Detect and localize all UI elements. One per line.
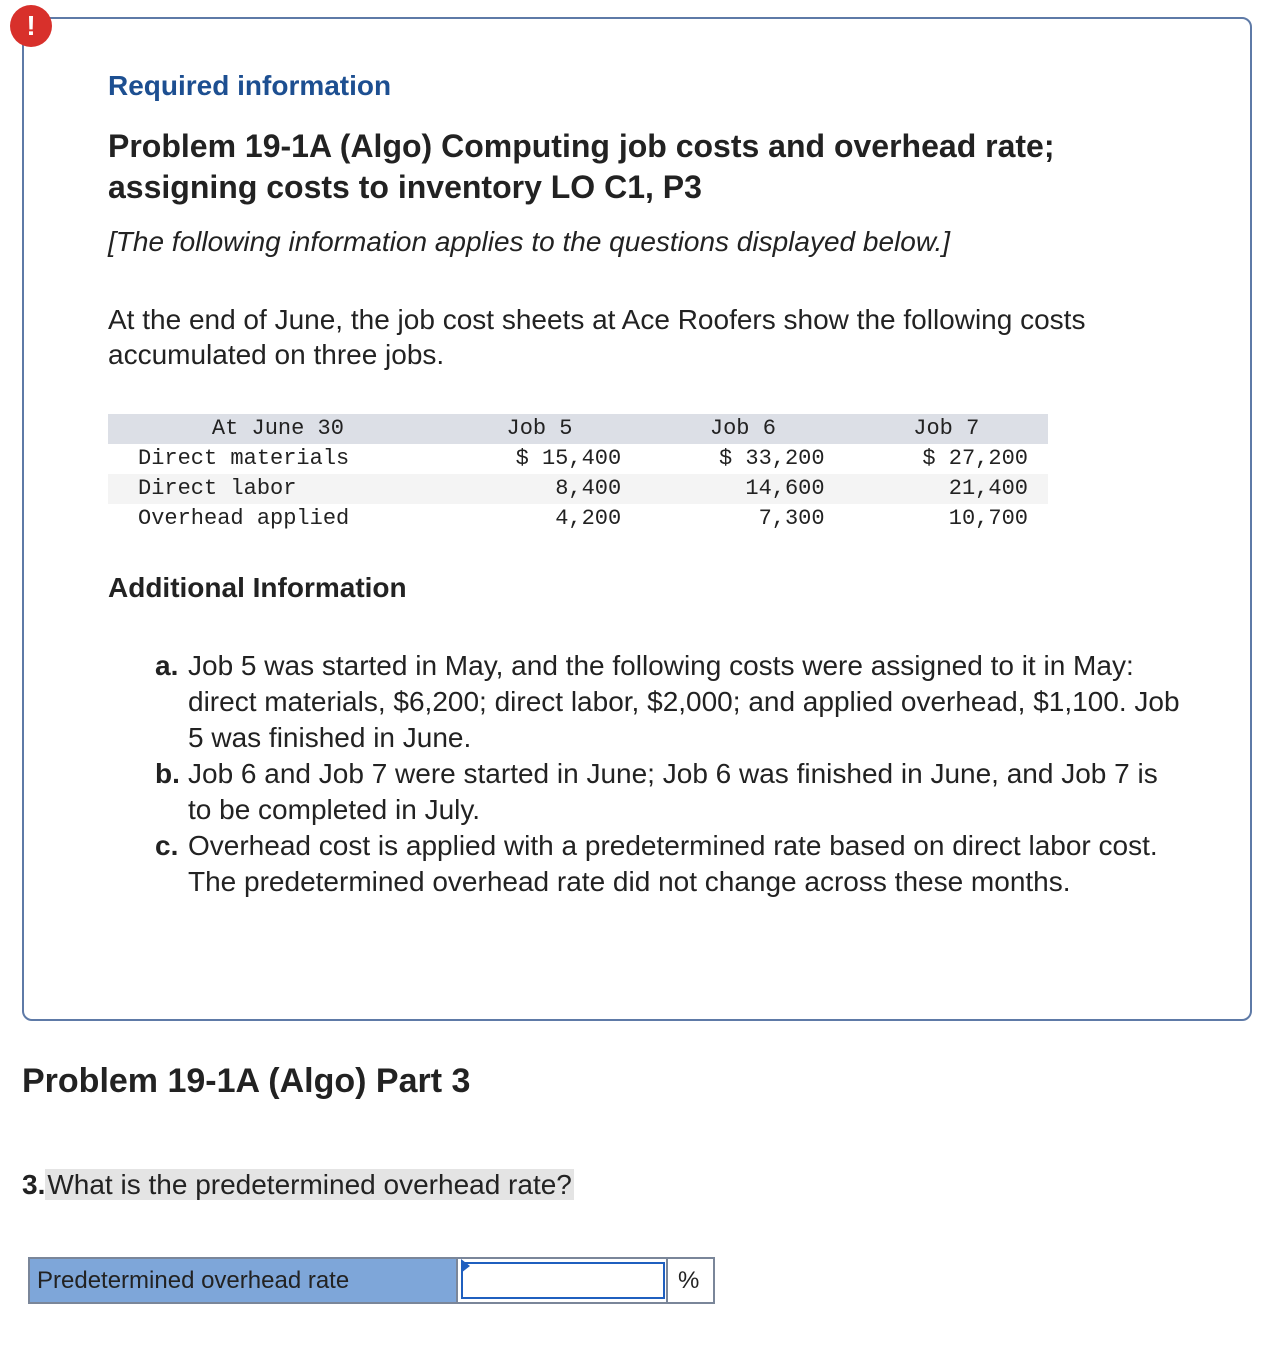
percent-unit: % [668,1257,715,1304]
table-cell: 7,300 [758,506,825,531]
table-header-row [108,414,1048,444]
table-header: Job 5 [506,416,573,441]
problem-title: Problem 19-1A (Algo) Computing job costs and overhead rate; assigning costs to inventory LO C1, P3 [108,128,1055,205]
question [22,1166,574,1204]
table-cell: 8,400 [555,476,622,501]
table-header: At June 30 [211,416,344,441]
overhead-rate-input[interactable] [461,1262,665,1299]
item-text: Job 6 and Job 7 were started in June; Job 6 was finished in June, and Job 7 is to be completed in July. [188,758,1158,825]
row-label: Direct labor [138,476,297,501]
additional-information-heading: Additional Information [108,572,407,603]
question-number: 3. [22,1169,46,1200]
table-row [108,444,1048,474]
required-information-heading: Required information [108,70,392,101]
job-cost-table [108,414,1048,534]
row-label: Overhead applied [138,506,350,531]
additional-information-list [155,648,1185,900]
answer-row [28,1257,715,1304]
item-letter: a. [155,650,179,681]
item-text: Job 5 was started in May, and the following costs were assigned to it in May: direct materials, $6,200; direct labor, $2,000; and applied overhead, $1,100. Job 5 was finished in June. [188,650,1180,753]
table-cell: 21,400 [948,476,1028,501]
table-header: Job 7 [913,416,980,441]
answer-label: Predetermined overhead rate [28,1257,458,1304]
table-cell: $ 15,400 [515,446,622,471]
table-cell: 4,200 [555,506,622,531]
table-cell: $ 33,200 [718,446,825,471]
list-item [155,648,1185,756]
question-text: What is the predetermined overhead rate? [47,1169,572,1200]
table-cell: 10,700 [948,506,1028,531]
table-row [108,474,1048,504]
intro-text: At the end of June, the job cost sheets at Ace Roofers show the following costs accumulated on three jobs. [108,304,1086,370]
list-item [155,828,1185,900]
part-title: Problem 19-1A (Algo) Part 3 [22,1062,471,1100]
list-item [155,756,1185,828]
row-label: Direct materials [138,446,350,471]
table-cell: $ 27,200 [922,446,1028,471]
applies-note: [The following information applies to the questions displayed below.] [108,226,951,257]
table-row [108,504,1048,534]
input-flag-icon [461,1259,470,1273]
table-cell: 14,600 [745,476,825,501]
item-letter: c. [155,830,179,861]
answer-input-cell [458,1257,668,1304]
item-letter: b. [155,758,180,789]
alert-icon: ! [10,5,52,47]
item-text: Overhead cost is applied with a predetermined rate based on direct labor cost. The predetermined overhead rate did not change across these months. [188,830,1158,897]
table-header: Job 6 [709,416,776,441]
